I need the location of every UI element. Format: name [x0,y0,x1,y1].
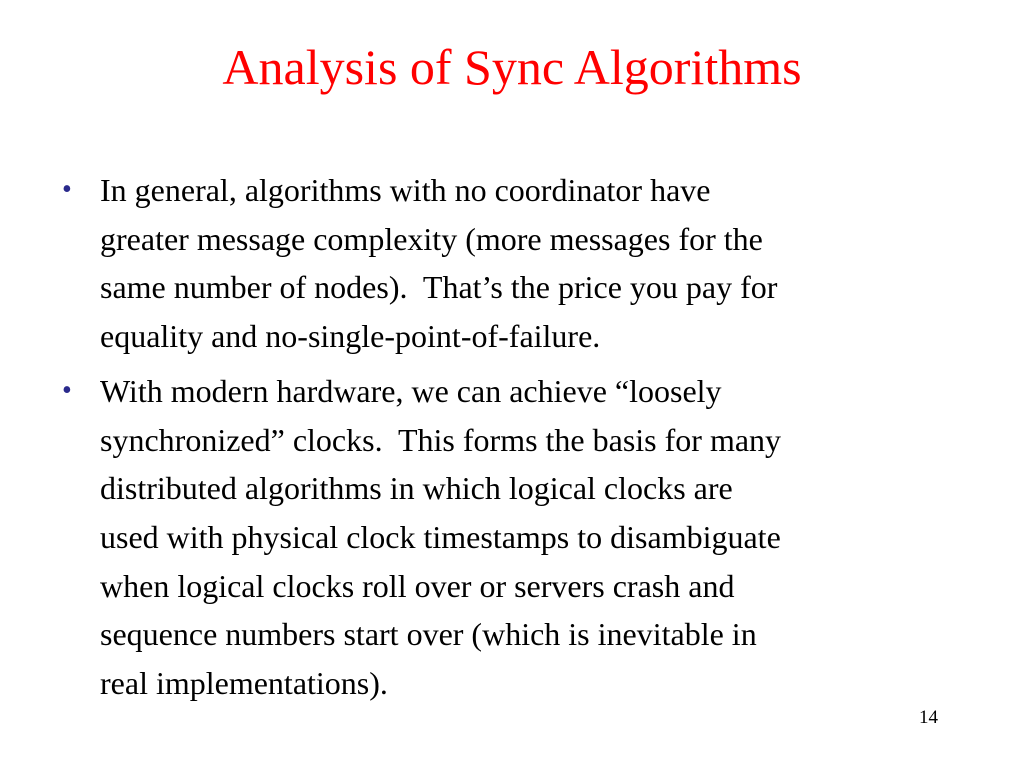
bullet-text-line: greater message complexity (more messages for the [100,220,763,257]
bullet-icon: • [62,174,72,205]
bullet-text-line: when logical clocks roll over or servers crash and [100,567,735,604]
bullet-text-line: used with physical clock timestamps to disambiguate [100,518,781,555]
bullet-text-line: sequence numbers start over (which is inevitable in [100,616,757,653]
bullet-text-line: synchronized” clocks. This forms the basis for many [100,421,782,458]
bullet-list [62,166,962,714]
bullet-text-line: same number of nodes). That’s the price you pay for [100,269,778,306]
bullet-text-line: With modern hardware, we can achieve “loosely [100,372,722,409]
bullet-text-line: In general, algorithms with no coordinator have [100,172,711,208]
bullet-item [62,166,962,361]
bullet-text-line: equality and no-single-point-of-failure. [100,318,601,355]
slide-title: Analysis of Sync Algorithms [222,39,802,95]
bullet-text-line: distributed algorithms in which logical clocks are [100,470,733,507]
bullet-item [62,367,962,708]
bullet-icon: • [62,374,72,406]
page-number: 14 [919,707,938,728]
bullet-text-line: real implementations). [100,665,388,702]
